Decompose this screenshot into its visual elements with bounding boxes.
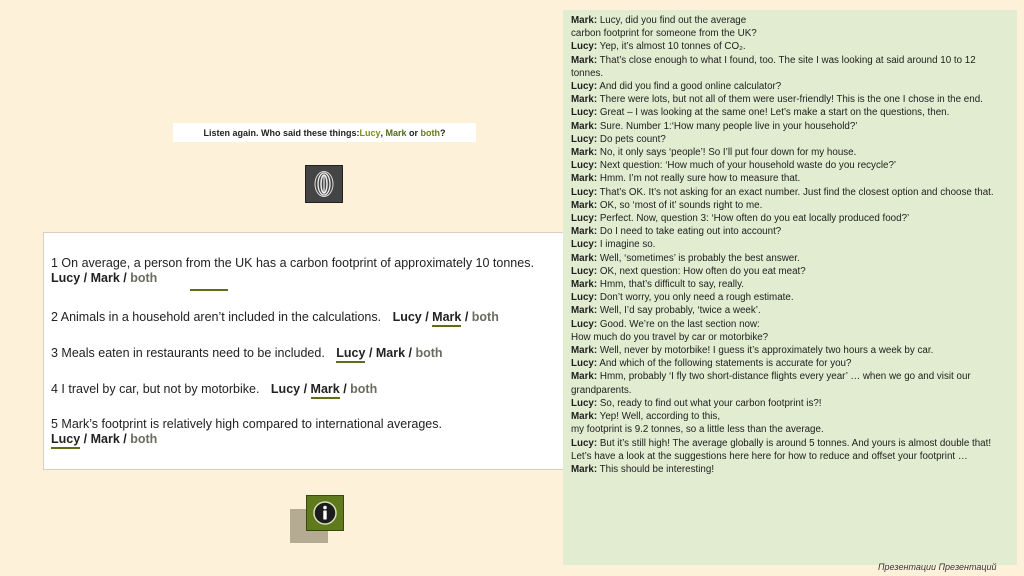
transcript-text: No, it only says ‘people’! So I’ll put four down for my house. bbox=[597, 147, 857, 159]
transcript-speaker: Lucy: bbox=[571, 213, 598, 225]
transcript-line bbox=[571, 199, 1009, 212]
transcript-speaker: Mark: bbox=[571, 15, 598, 26]
option-separator: / bbox=[119, 432, 131, 446]
transcript-line bbox=[571, 370, 1009, 396]
option-mark[interactable]: Mark bbox=[90, 271, 120, 285]
option-separator: / bbox=[339, 382, 351, 396]
audio-icon bbox=[311, 170, 337, 198]
transcript-line bbox=[571, 252, 1009, 265]
transcript-line bbox=[571, 304, 1009, 317]
option-mark[interactable]: Mark bbox=[432, 310, 461, 327]
transcript-text: How much do you travel by car or motorbike? bbox=[571, 331, 769, 343]
transcript-line bbox=[571, 318, 1009, 331]
transcript-speaker: Lucy: bbox=[571, 318, 598, 330]
question-text: 5 Mark’s footprint is relatively high compared to international averages. bbox=[51, 417, 442, 431]
transcript-line bbox=[571, 120, 1009, 133]
transcript-text: But it’s still high! The average globally is around 5 tonnes. And yours is almost double that! Let’s have a look at the suggestions here here for how to reduce and offset your footprint … bbox=[571, 437, 992, 462]
footer-text: Презентации Презентаций bbox=[878, 562, 997, 572]
option-mark[interactable]: Mark bbox=[311, 382, 340, 399]
transcript-speaker: Mark: bbox=[571, 371, 598, 383]
question-text: 3 Meals eaten in restaurants need to be included. bbox=[51, 346, 325, 360]
transcript-line bbox=[571, 423, 1009, 436]
transcript-line bbox=[571, 291, 1009, 304]
transcript-text: There were lots, but not all of them were user-friendly! This is the one I chose in the end. bbox=[597, 94, 983, 106]
instruction-prefix: Listen again. Who said these things: bbox=[203, 127, 360, 138]
question-3 bbox=[51, 346, 443, 363]
transcript-speaker: Lucy: bbox=[571, 81, 598, 93]
transcript-speaker: Mark: bbox=[571, 147, 598, 159]
transcript-speaker: Lucy: bbox=[571, 397, 598, 409]
instruction-or: or bbox=[406, 127, 421, 138]
transcript-line bbox=[571, 80, 1009, 93]
transcript-line bbox=[571, 278, 1009, 291]
transcript-speaker: Mark: bbox=[571, 199, 598, 211]
answer-options bbox=[271, 382, 377, 396]
transcript-text: And which of the following statements is accurate for you? bbox=[597, 358, 852, 370]
option-lucy[interactable]: Lucy bbox=[270, 382, 301, 396]
answer-options bbox=[51, 271, 534, 285]
option-separator: / bbox=[80, 271, 91, 285]
transcript-text: Well, I’d say probably, ‘twice a week’. bbox=[597, 305, 761, 317]
transcript-line bbox=[571, 410, 1009, 423]
transcript-text: my footprint is 9.2 tonnes, so a little less than the average. bbox=[571, 424, 824, 436]
transcript-text: Hmm, that’s difficult to say, really. bbox=[597, 279, 744, 291]
transcript-text: Good. We’re on the last section now: bbox=[597, 318, 760, 330]
transcript-text: Do pets count? bbox=[597, 133, 666, 145]
transcript-speaker: Lucy: bbox=[571, 186, 598, 198]
transcript-text: That’s close enough to what I found, too. The site I was looking at said around 10 to 12 tonnes. bbox=[571, 54, 976, 79]
transcript-speaker: Lucy: bbox=[571, 41, 598, 53]
transcript-speaker: Lucy: bbox=[571, 107, 598, 119]
transcript-line bbox=[571, 106, 1009, 119]
instruction-lucy: Lucy bbox=[359, 127, 381, 138]
transcript-text: Don’t worry, you only need a rough estimate. bbox=[597, 292, 794, 304]
transcript-line bbox=[571, 146, 1009, 159]
transcript-speaker: Mark: bbox=[571, 226, 598, 238]
transcript-line bbox=[571, 344, 1009, 357]
question-5 bbox=[51, 417, 442, 449]
question-text: 1 On average, a person from the UK has a carbon footprint of approximately 10 tonnes. bbox=[51, 256, 534, 270]
answer-options bbox=[51, 432, 442, 449]
question-text: 4 I travel by car, but not by motorbike. bbox=[51, 382, 260, 396]
transcript-text: Next question: ‘How much of your household waste do you recycle?’ bbox=[597, 160, 897, 172]
transcript-speaker: Mark: bbox=[571, 94, 598, 106]
option-both[interactable]: both bbox=[130, 432, 158, 446]
transcript-text: And did you find a good online calculator? bbox=[597, 81, 782, 93]
option-separator: / bbox=[405, 346, 416, 360]
transcript-line bbox=[571, 93, 1009, 106]
transcript-speaker: Mark: bbox=[571, 345, 598, 357]
transcript-text: Hmm, probably ‘I fly two short-distance flights every year’ … when we go and visit our grandparents. bbox=[571, 371, 971, 396]
transcript-line bbox=[571, 331, 1009, 344]
question-4 bbox=[51, 382, 377, 399]
option-mark[interactable]: Mark bbox=[375, 346, 406, 360]
option-lucy[interactable]: Lucy bbox=[392, 310, 422, 324]
transcript-text: Do I need to take eating out into account? bbox=[597, 226, 782, 238]
transcript-speaker: Mark: bbox=[571, 411, 598, 423]
transcript-speaker: Lucy: bbox=[571, 133, 598, 145]
transcript-line bbox=[571, 159, 1009, 172]
instruction-suffix: ? bbox=[440, 127, 446, 138]
transcript-text: So, ready to find out what your carbon footprint is?! bbox=[597, 397, 822, 409]
transcript-text: Great – I was looking at the same one! Let’s make a start on the questions, then. bbox=[597, 107, 950, 119]
transcript-line bbox=[571, 27, 1009, 40]
transcript-line bbox=[571, 14, 1009, 27]
option-lucy[interactable]: Lucy bbox=[51, 271, 81, 285]
option-separator: / bbox=[421, 310, 433, 324]
transcript-text: carbon footprint for someone from the UK? bbox=[571, 28, 757, 40]
transcript-line bbox=[571, 172, 1009, 185]
transcript-text: Lucy, did you find out the average bbox=[597, 15, 747, 26]
info-icon bbox=[312, 500, 338, 526]
transcript-line bbox=[571, 265, 1009, 278]
info-button-group bbox=[289, 495, 345, 545]
transcript-text: Hmm. I’m not really sure how to measure that. bbox=[597, 173, 801, 185]
option-mark[interactable]: Mark bbox=[90, 432, 120, 446]
answer-blank bbox=[190, 289, 228, 291]
transcript-line bbox=[571, 238, 1009, 251]
option-both[interactable]: both bbox=[130, 271, 158, 285]
transcript-line bbox=[571, 225, 1009, 238]
transcript-text: Sure. Number 1:‘How many people live in your household?’ bbox=[597, 120, 858, 132]
transcript-speaker: Mark: bbox=[571, 120, 598, 132]
transcript-speaker: Mark: bbox=[571, 173, 598, 185]
transcript-speaker: Lucy: bbox=[571, 239, 598, 251]
transcript-line bbox=[571, 437, 1009, 463]
transcript-text: Well, never by motorbike! I guess it’s approximately two hours a week by car. bbox=[597, 345, 934, 357]
transcript-speaker: Mark: bbox=[571, 54, 598, 66]
option-lucy[interactable]: Lucy bbox=[336, 346, 365, 363]
transcript-speaker: Mark: bbox=[571, 463, 598, 475]
question-2 bbox=[51, 310, 499, 327]
transcript-text: That’s OK. It’s not asking for an exact number. Just find the closest option and choose that. bbox=[597, 186, 994, 198]
question-text: 2 Animals in a household aren’t included in the calculations. bbox=[51, 310, 382, 324]
transcript-line bbox=[571, 212, 1009, 225]
option-both[interactable]: both bbox=[350, 382, 378, 396]
option-separator: / bbox=[119, 271, 131, 285]
transcript-line bbox=[571, 54, 1009, 80]
transcript-line bbox=[571, 357, 1009, 370]
transcript-speaker: Lucy: bbox=[571, 265, 598, 277]
option-separator: / bbox=[365, 346, 376, 360]
question-1 bbox=[51, 256, 534, 285]
transcript-text: Yep, it’s almost 10 tonnes of CO₂. bbox=[597, 41, 746, 53]
option-separator: / bbox=[300, 382, 311, 396]
transcript-speaker: Lucy: bbox=[571, 160, 598, 172]
transcript-speaker: Lucy: bbox=[571, 358, 598, 370]
transcript-line bbox=[571, 40, 1009, 53]
instruction-box bbox=[173, 123, 476, 142]
answer-options bbox=[393, 310, 499, 324]
option-separator: / bbox=[80, 432, 91, 446]
transcript-speaker: Mark: bbox=[571, 305, 598, 317]
transcript-line bbox=[571, 186, 1009, 199]
transcript-text: This should be interesting! bbox=[597, 463, 715, 475]
questions-panel bbox=[43, 232, 583, 470]
transcript-text: Perfect. Now, question 3: ‘How often do you eat locally produced food?’ bbox=[597, 213, 910, 225]
transcript-line bbox=[571, 463, 1009, 476]
transcript-text: Yep! Well, according to this, bbox=[597, 411, 721, 423]
info-button[interactable] bbox=[306, 495, 344, 531]
transcript-text: OK, next question: How often do you eat meat? bbox=[597, 265, 806, 277]
option-separator: / bbox=[461, 310, 472, 324]
transcript-line bbox=[571, 397, 1009, 410]
audio-play-button[interactable] bbox=[305, 165, 343, 203]
answer-options bbox=[336, 346, 442, 360]
transcript-text: I imagine so. bbox=[597, 239, 656, 251]
transcript-speaker: Lucy: bbox=[571, 292, 598, 304]
option-both[interactable]: both bbox=[471, 310, 499, 324]
transcript-line bbox=[571, 133, 1009, 146]
transcript-speaker: Mark: bbox=[571, 252, 598, 264]
transcript-text: OK, so ‘most of it’ sounds right to me. bbox=[597, 199, 763, 211]
transcript-text: Well, ‘sometimes’ is probably the best answer. bbox=[597, 252, 800, 264]
instruction-mark: Mark bbox=[385, 127, 407, 138]
option-both[interactable]: both bbox=[415, 346, 443, 360]
instruction-comma: , bbox=[380, 127, 386, 138]
instruction-both: both bbox=[420, 127, 441, 138]
transcript-panel bbox=[563, 10, 1017, 565]
transcript-speaker: Lucy: bbox=[571, 437, 598, 449]
transcript-speaker: Mark: bbox=[571, 279, 598, 291]
option-lucy[interactable]: Lucy bbox=[51, 432, 80, 449]
